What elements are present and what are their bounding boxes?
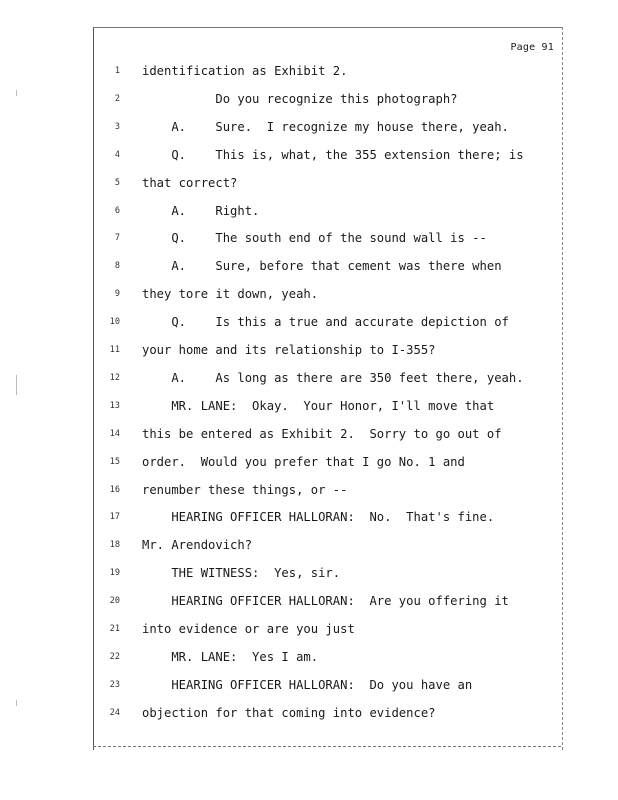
transcript-line	[94, 650, 562, 670]
line-text: A. Sure. I recognize my house there, yeah.	[142, 119, 509, 134]
transcript-line	[94, 483, 562, 503]
transcript-line	[94, 594, 562, 614]
line-text: this be entered as Exhibit 2. Sorry to go out of	[142, 426, 502, 441]
line-number: 14	[109, 428, 120, 439]
line-number: 4	[114, 149, 120, 160]
line-text: Q. This is, what, the 355 extension there; is	[142, 147, 524, 162]
line-number: 7	[114, 233, 120, 244]
line-text: Do you recognize this photograph?	[142, 91, 458, 106]
transcript-line	[94, 287, 562, 307]
transcript-line	[94, 706, 562, 726]
line-number: 9	[114, 289, 120, 300]
line-text: MR. LANE: Yes I am.	[142, 649, 319, 664]
line-number: 19	[109, 568, 120, 579]
line-number: 11	[109, 345, 120, 355]
line-number: 23	[109, 679, 120, 690]
line-number: 2	[114, 93, 120, 104]
line-text: into evidence or are you just	[142, 622, 355, 636]
line-number: 20	[109, 596, 120, 607]
transcript-line	[94, 622, 562, 642]
line-text: A. Right.	[142, 203, 260, 218]
line-text: Q. Is this a true and accurate depiction of	[142, 315, 509, 330]
line-text: A. As long as there are 350 feet there, yeah.	[142, 370, 524, 385]
line-text: order. Would you prefer that I go No. 1 and	[142, 454, 465, 469]
transcript-page	[93, 27, 563, 750]
line-number: 21	[109, 624, 120, 634]
line-number: 17	[109, 512, 120, 523]
transcript-line	[94, 231, 562, 251]
scan-mark	[16, 90, 17, 96]
line-number: 12	[109, 372, 120, 383]
transcript-line	[94, 566, 562, 586]
scan-mark	[16, 700, 17, 706]
line-text: HEARING OFFICER HALLORAN: No. That's fine.	[142, 510, 495, 525]
transcript-line	[94, 510, 562, 530]
line-number: 15	[109, 456, 120, 467]
line-text: they tore it down, yeah.	[142, 287, 319, 302]
transcript-line	[94, 259, 562, 279]
transcript-line	[94, 92, 562, 112]
line-text: MR. LANE: Okay. Your Honor, I'll move that	[142, 398, 495, 413]
transcript-line	[94, 204, 562, 224]
line-number: 22	[109, 651, 120, 662]
line-number: 5	[114, 177, 120, 188]
line-number: 3	[114, 121, 120, 132]
line-text: objection for that coming into evidence?	[142, 705, 436, 720]
transcript-line	[94, 455, 562, 475]
transcript-line	[94, 176, 562, 196]
line-text: A. Sure, before that cement was there when	[142, 259, 502, 274]
line-text: identification as Exhibit 2.	[142, 64, 348, 78]
line-number: 8	[114, 261, 120, 272]
transcript-line	[94, 343, 562, 363]
line-number: 1	[114, 66, 120, 76]
line-text: THE WITNESS: Yes, sir.	[142, 566, 341, 581]
transcript-line	[94, 315, 562, 335]
line-number: 10	[109, 317, 120, 328]
transcript-line	[94, 678, 562, 698]
line-number: 18	[109, 540, 120, 551]
line-number: 6	[114, 205, 120, 216]
transcript-line	[94, 148, 562, 168]
page-number: Page 91	[510, 42, 554, 53]
transcript-line	[94, 538, 562, 558]
transcript-line	[94, 120, 562, 140]
line-text: renumber these things, or --	[142, 482, 348, 497]
transcript-line	[94, 399, 562, 419]
scan-mark	[16, 375, 17, 395]
line-number: 13	[109, 400, 120, 411]
bottom-rule	[93, 746, 561, 747]
line-text: your home and its relationship to I-355?	[142, 343, 436, 357]
line-number: 16	[109, 484, 120, 495]
transcript-line	[94, 427, 562, 447]
transcript-line	[94, 64, 562, 84]
line-text: HEARING OFFICER HALLORAN: Do you have an	[142, 677, 473, 692]
line-number: 24	[109, 707, 120, 718]
line-text: Mr. Arendovich?	[142, 538, 253, 553]
line-text: Q. The south end of the sound wall is --	[142, 231, 487, 246]
transcript-line	[94, 371, 562, 391]
line-text: that correct?	[142, 175, 238, 190]
line-text: HEARING OFFICER HALLORAN: Are you offering it	[142, 594, 509, 609]
